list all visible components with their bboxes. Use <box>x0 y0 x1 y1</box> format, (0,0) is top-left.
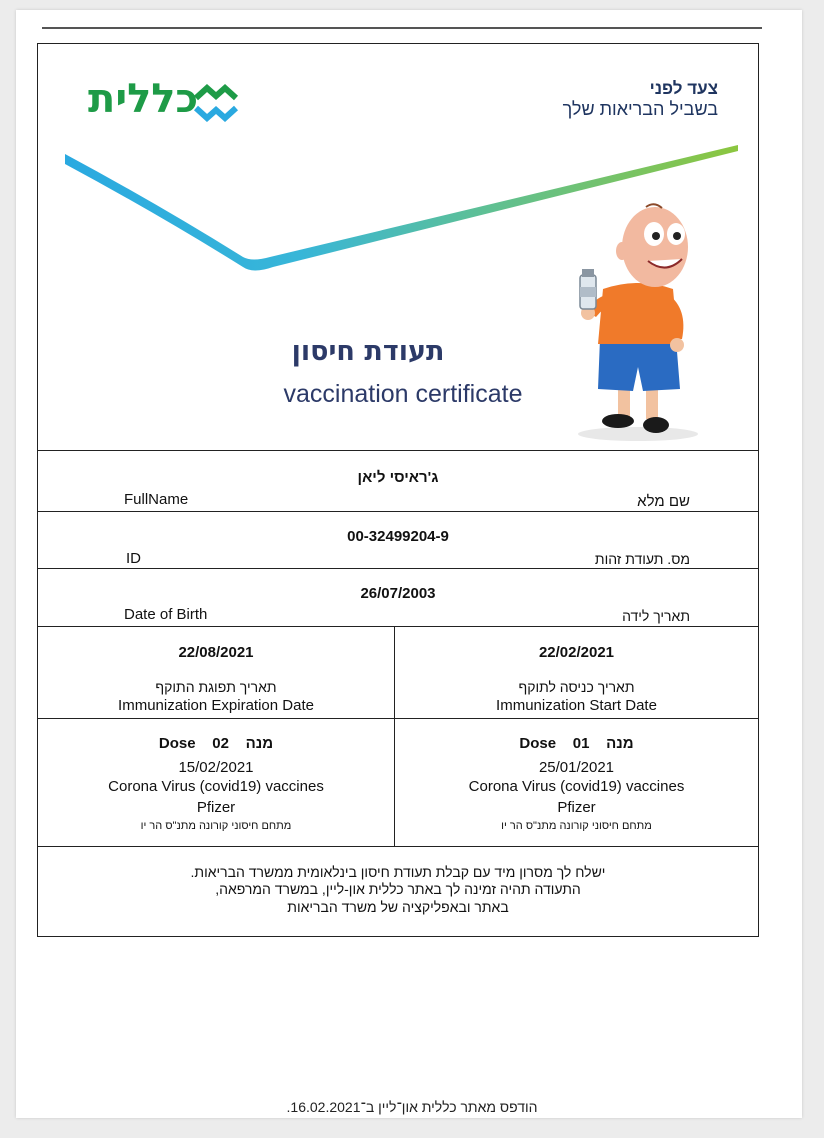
dose-2-vaccine: Corona Virus (covid19) vaccines <box>108 778 324 795</box>
dose-2-manufacturer: Pfizer <box>196 799 236 816</box>
start-date: 22/02/2021 <box>538 644 615 661</box>
slogan-line-1: צעד לפני <box>649 79 718 98</box>
divider <box>38 846 758 847</box>
dose-1-vaccine: Corona Virus (covid19) vaccines <box>468 778 685 795</box>
id-label-he: מס. תעודת זהות <box>594 551 690 567</box>
dose-2-date: 15/02/2021 <box>178 759 254 776</box>
id-value: 00-32499204-9 <box>347 528 449 545</box>
dose-2-word-he: מנה <box>245 735 274 752</box>
mascot-illustration <box>558 199 718 444</box>
expiration-label-en: Immunization Expiration Date <box>118 697 314 714</box>
fullname-label-he: שם מלא <box>637 493 690 510</box>
print-footer: הודפס מאתר כללית און־ליין ב־16.02.2021. <box>286 1099 538 1115</box>
notice-line-3: באתר ובאפליקציה של משרד הבריאות <box>287 899 509 915</box>
divider <box>38 450 758 451</box>
top-rule <box>42 27 762 29</box>
dose-2-heading <box>38 735 394 752</box>
dose-1-heading <box>395 735 758 752</box>
dose-2-word: Dose <box>158 735 196 752</box>
dose-2-number: 02 <box>212 735 229 752</box>
clalit-logo <box>88 76 198 122</box>
fullname-value: ג'ראיסי ליאן <box>357 469 439 486</box>
fullname-label-en: FullName <box>124 491 189 508</box>
start-label-he: תאריך כניסה לתוקף <box>518 679 635 695</box>
divider <box>38 568 758 569</box>
divider <box>38 718 758 719</box>
clalit-logo-text: כללית <box>88 76 199 122</box>
dose-1-manufacturer: Pfizer <box>557 799 596 816</box>
title-english: vaccination certificate <box>283 380 523 408</box>
dob-label-en: Date of Birth <box>124 606 208 623</box>
divider <box>38 626 758 627</box>
slogan-line-2: בשביל הבריאות שלך <box>562 99 718 119</box>
notice-line-2: התעודה תהיה זמינה לך באתר כללית און-ליין, במשרד המרפאה, <box>215 881 581 897</box>
vaccination-certificate <box>37 43 759 937</box>
start-label-en: Immunization Start Date <box>496 697 657 714</box>
id-label-en: ID <box>126 550 141 567</box>
dose-1-word-he: מנה <box>606 735 634 752</box>
dob-label-he: תאריך לידה <box>622 608 690 624</box>
expiration-label-he: תאריך תפוגת התוקף <box>155 679 277 695</box>
title-hebrew: תעודת חיסון <box>291 336 445 367</box>
dose-1-word: Dose <box>519 735 557 752</box>
expiration-date: 22/08/2021 <box>178 644 254 661</box>
dose-1-date: 25/01/2021 <box>538 759 615 776</box>
dose-1-number: 01 <box>572 735 590 752</box>
dose-1-site: מתחם חיסוני קורונה מתנ"ס הר יו <box>501 820 652 832</box>
notice-line-1: ישלח לך מסרון מיד עם קבלת תעודת חיסון בינלאומית ממשרד הבריאות. <box>190 864 606 880</box>
divider <box>38 511 758 512</box>
dob-value: 26/07/2003 <box>360 585 436 602</box>
certificate-header <box>38 44 758 450</box>
clalit-logo-icon <box>193 82 239 122</box>
dose-2-site: מתחם חיסוני קורונה מתנ"ס הר יו <box>140 820 292 832</box>
